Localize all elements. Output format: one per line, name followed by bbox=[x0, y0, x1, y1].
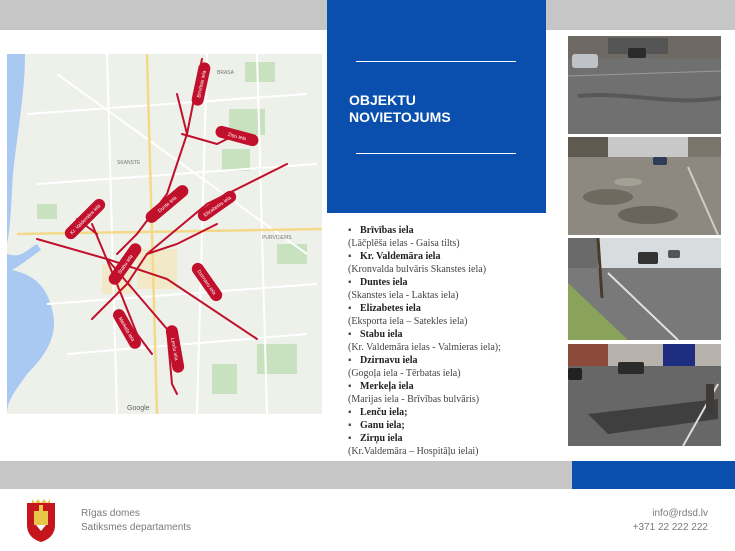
road-label-valdemara bbox=[62, 196, 107, 241]
list-item: ▪ Ganu iela; bbox=[348, 420, 405, 431]
street-name: Elizabetes iela bbox=[360, 303, 421, 314]
list-item-detail: (Lāčplēša ielas - Gaisa tilts) bbox=[348, 238, 460, 249]
title-divider-bottom bbox=[356, 153, 516, 154]
road-label-lencu-text: Lenču iela bbox=[169, 337, 179, 361]
org-name-line-2: Satiksmes departaments bbox=[81, 522, 192, 533]
street-name: Ganu iela; bbox=[360, 420, 405, 431]
district-skanste: SKANSTE bbox=[117, 160, 141, 166]
road-photo-3 bbox=[568, 238, 721, 340]
list-item: ▪ Brīvības iela bbox=[348, 225, 414, 236]
street-name: Stabu iela bbox=[360, 329, 403, 340]
list-item: ▪ Zirņu iela bbox=[348, 433, 403, 444]
list-item: ▪ Kr. Valdemāra iela bbox=[348, 251, 441, 262]
list-item: ▪ Duntes iela bbox=[348, 277, 408, 288]
list-item-detail: (Kronvalda bulvāris Skanstes iela) bbox=[348, 264, 487, 275]
road-label-stabu-text: Stabu iela bbox=[116, 253, 135, 276]
contact-email[interactable]: info@rdsd.lv bbox=[652, 508, 708, 519]
org-name-line-1: Rīgas domes bbox=[81, 508, 140, 519]
road-label-brivibas-text: Brīvības iela bbox=[196, 70, 208, 99]
street-name: Lenču iela; bbox=[360, 407, 408, 418]
footer-contacts bbox=[633, 507, 708, 535]
street-name: Kr. Valdemāra iela bbox=[360, 251, 441, 262]
district-brasa: BRASA bbox=[217, 70, 234, 76]
list-item: ▪ Dzirnavu iela bbox=[348, 355, 418, 366]
street-list bbox=[348, 224, 568, 458]
title-line-2: NOVIETOJUMS bbox=[349, 109, 451, 125]
road-photo-2 bbox=[568, 137, 721, 235]
page-title bbox=[349, 92, 451, 126]
road-label-elizabetes-text: Elizabetes iela bbox=[202, 195, 233, 219]
list-item: ▪ Stabu iela bbox=[348, 329, 403, 340]
list-item-detail: (Skanstes iela - Laktas iela) bbox=[348, 290, 459, 301]
list-item: ▪ Elizabetes iela bbox=[348, 303, 421, 314]
road-photo-1 bbox=[568, 36, 721, 134]
road-label-duntes-text: Dunte iela bbox=[157, 195, 179, 215]
street-name: Merkeļa iela bbox=[360, 381, 414, 392]
contact-phone: +371 22 222 222 bbox=[632, 522, 708, 533]
list-item-detail: (Kr.Valdemāra – Hospitāļu ielai) bbox=[348, 446, 479, 457]
list-item-detail: (Gogoļa iela - Tērbatas iela) bbox=[348, 368, 461, 379]
street-name: Duntes iela bbox=[360, 277, 408, 288]
street-name: Dzirnavu iela bbox=[360, 355, 418, 366]
title-divider-top bbox=[356, 61, 516, 62]
list-item-detail: (Marijas iela - Brīvības bulvāris) bbox=[348, 394, 480, 405]
street-name: Zirņu iela bbox=[360, 433, 403, 444]
google-logo: Google bbox=[127, 405, 150, 412]
street-name: Brīvības iela bbox=[360, 225, 414, 236]
district-purvciems: PURVCIEMS bbox=[262, 235, 292, 241]
road-label-brivibas bbox=[191, 61, 212, 107]
title-panel bbox=[327, 0, 546, 213]
photo-column bbox=[568, 36, 721, 446]
road-label-zirnu-text: Ziņu iela bbox=[226, 131, 247, 143]
list-item: ▪ Merkeļa iela bbox=[348, 381, 414, 392]
riga-crest-icon bbox=[24, 497, 58, 543]
list-item-detail: (Eksporta iela – Satekles iela) bbox=[348, 316, 468, 327]
road-photo-4 bbox=[568, 344, 721, 446]
road-label-merkela-text: Merkeļa iela bbox=[116, 316, 136, 343]
list-item: ▪ Lenču iela; bbox=[348, 407, 408, 418]
footer-organization bbox=[81, 507, 191, 535]
road-label-dzirnavu-text: Dzirnavu iela bbox=[195, 269, 217, 297]
list-item-detail: (Kr. Valdemāra ielas - Valmieras iela); bbox=[348, 342, 501, 353]
road-label-valdemara-text: Kr. Valdemāra iela bbox=[69, 203, 103, 237]
bottom-blue-bar bbox=[572, 461, 735, 489]
title-line-1: OBJEKTU bbox=[349, 92, 416, 108]
location-map bbox=[7, 54, 322, 414]
